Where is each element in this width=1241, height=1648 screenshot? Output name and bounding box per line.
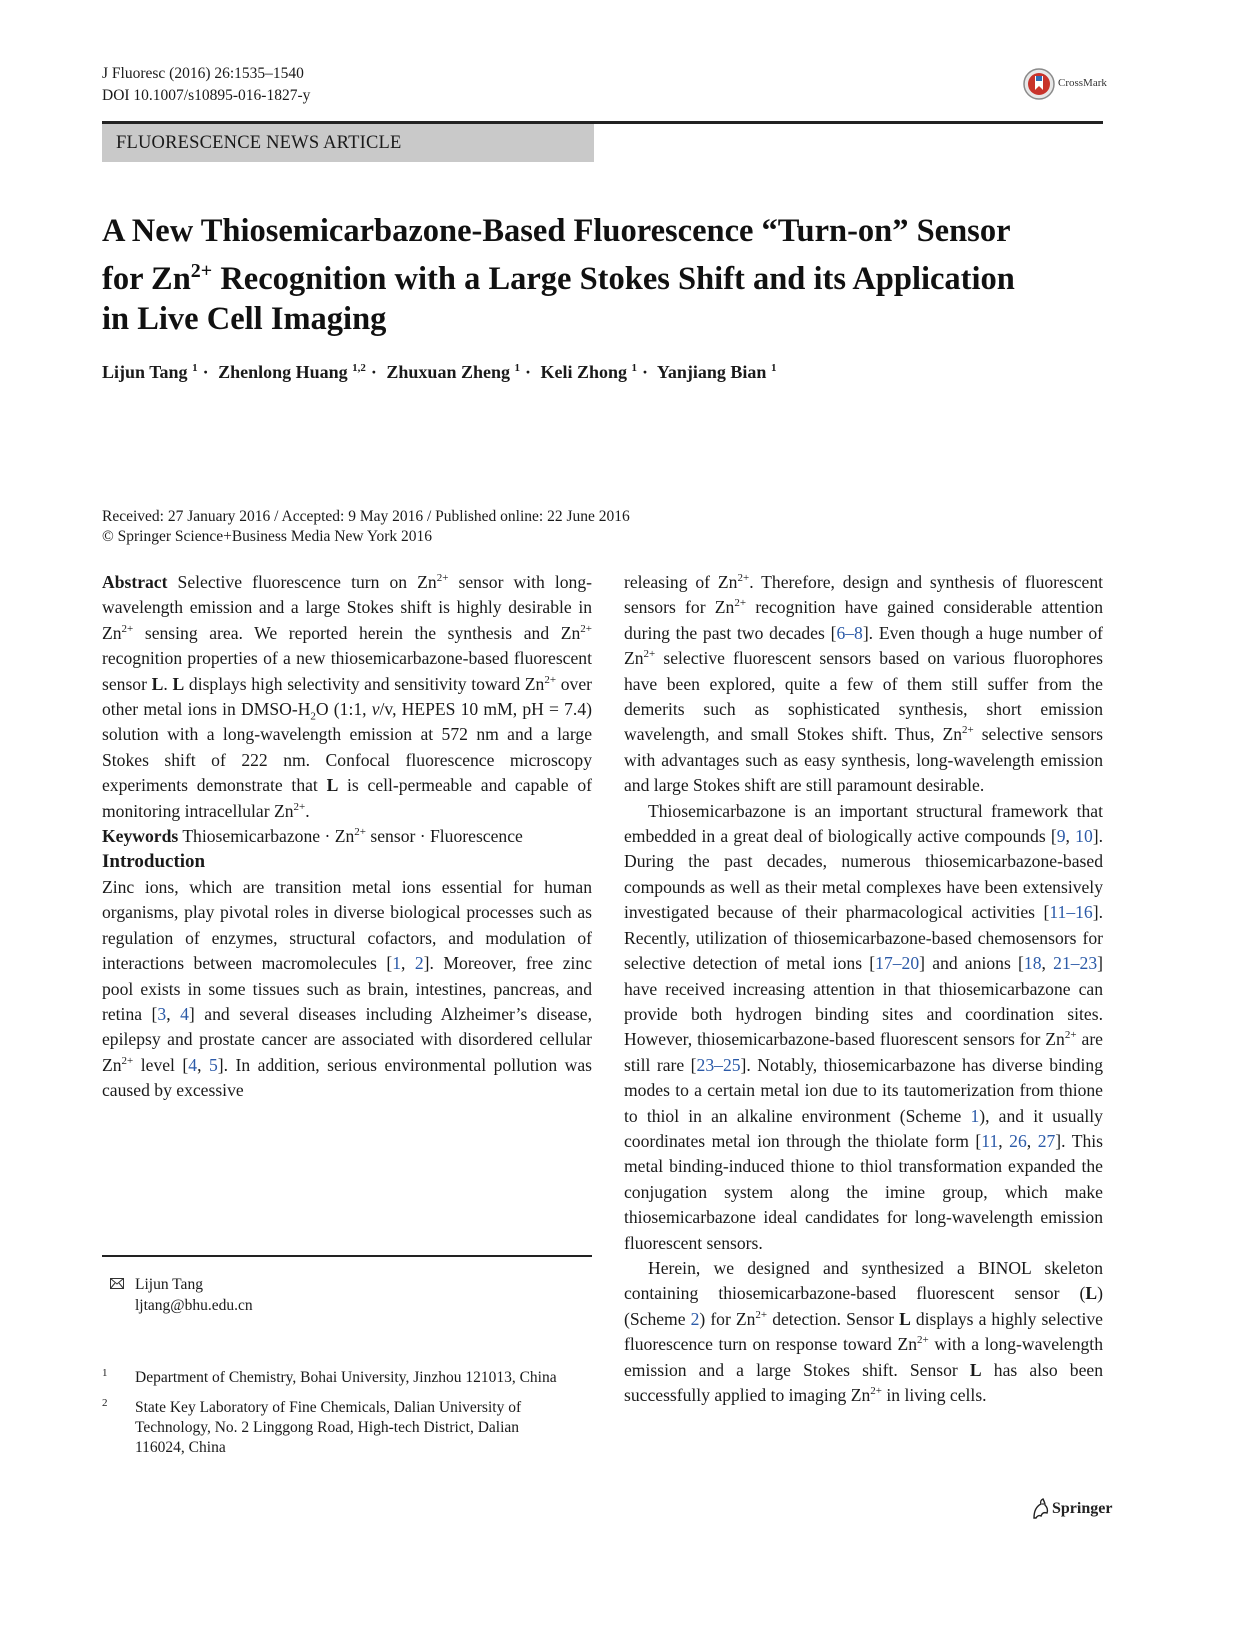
right-column	[624, 570, 1103, 1408]
body-text: has also been successfully applied to imaging Zn	[624, 1359, 1103, 1405]
reference-link[interactable]: 27	[1037, 1130, 1056, 1151]
reference-link[interactable]: 10	[1075, 826, 1093, 847]
author-name: Yanjiang Bian	[656, 362, 767, 382]
corresponding-author-name: Lijun Tang	[135, 1276, 203, 1293]
reference-link[interactable]: 23–25	[696, 1054, 741, 1075]
crossmark-badge[interactable]	[1023, 68, 1107, 108]
author[interactable]	[541, 362, 638, 382]
body-text: releasing of Zn	[624, 572, 738, 592]
abstract-text: sensing area. We reported herein the synthesis and Zn	[133, 622, 581, 643]
author-separator: ·	[370, 362, 377, 382]
title-line-2	[102, 251, 1112, 299]
body-text: selective fluorescent sensors based on various fluorophores have been explored, quite a few of them still suffer from the demerits such as sophisticated synthesis, short emission wavelength, and small Stokes shift. Thus, Zn	[624, 648, 1103, 745]
author-name: Keli Zhong	[540, 362, 628, 382]
crossmark-label: CrossMark	[1058, 77, 1107, 89]
sensor-label: L	[326, 775, 339, 796]
sensor-label: L	[151, 673, 164, 694]
footnote-rule	[102, 1255, 592, 1257]
body-text: ]. Moreover, free zinc pool exists in some tissues such as brain, intestines, pancreas, and retina [	[102, 953, 593, 1024]
body-text: ]. In addition, serious environmental pollution was caused by excessive	[102, 1054, 592, 1101]
body-text: ), and it usually coordinates metal ion through the thiolate form [	[624, 1105, 1103, 1151]
author-list	[102, 362, 776, 383]
charge-superscript: 2+	[734, 597, 747, 610]
keywords-text: sensor · Fluorescence	[366, 826, 523, 847]
body-text: detection. Sensor	[767, 1308, 900, 1329]
envelope-icon	[110, 1278, 124, 1289]
charge-superscript: 2+	[962, 724, 974, 737]
affiliation-number: 2	[102, 1397, 108, 1409]
body-text: ,	[166, 1003, 181, 1024]
body-text: Thiosemicarbazone is an important structural framework that embedded in a great deal of biologically active compounds [	[624, 800, 1103, 847]
body-text: selective sensors with advantages such as easy synthesis, long-wavelength emission and large Stokes shift are still paramount desirable.	[624, 724, 1103, 796]
title-text: for Zn	[102, 260, 191, 297]
sensor-label: L	[1085, 1283, 1098, 1304]
body-paragraph	[624, 570, 1103, 799]
reference-link[interactable]: 4	[180, 1003, 189, 1024]
charge-superscript: 2+	[755, 1308, 768, 1321]
body-text: ,	[197, 1054, 209, 1075]
title-text: Recognition with a Large Stokes Shift and its Application	[212, 260, 1015, 297]
body-text: ] have received increasing attention in that thiosemicarbazone can provide both hydrogen binding sites and coordination sites. However, thiosemicarbazone-based fluorescent sensors for Zn	[624, 953, 1103, 1050]
body-text: ]. During the past decades, numerous thiosemicarbazone-based compounds as well as their metal complexes have been extensively investigated because of their pharmacological activities [	[624, 826, 1104, 923]
reference-link[interactable]: 1	[392, 953, 402, 974]
abstract-text: /v, HEPES 10 mM, pH = 7.4) solution with a long-wavelength emission at 572 nm and a large Stokes shift of 222 nm. Confocal fluorescence microscopy experiments demonstrate that	[102, 699, 592, 796]
corresponding-author	[102, 1274, 253, 1316]
body-text: ) (Scheme	[624, 1283, 1103, 1329]
body-text: Zinc ions, which are transition metal ions essential for human organisms, play pivotal roles in diverse biological processes such as regulation of enzymes, structural cofactors, and modulation of interactions between macromolecules [	[102, 876, 592, 974]
charge-superscript: 2+	[121, 1054, 134, 1067]
reference-link[interactable]: 3	[157, 1003, 167, 1024]
article-type-banner: FLUORESCENCE NEWS ARTICLE	[102, 124, 594, 162]
reference-link[interactable]: 5	[208, 1054, 218, 1075]
charge-superscript: 2+	[917, 1334, 929, 1347]
body-text: . Therefore, design and synthesis of fluorescent sensors for Zn	[624, 572, 1104, 618]
publication-dates	[102, 507, 630, 547]
abstract-text: displays high selectivity and sensitivity toward Zn	[184, 673, 545, 694]
body-text: Herein, we designed and synthesized a BINOL skeleton containing thiosemicarbazone-based fluorescent sensor (	[624, 1257, 1103, 1304]
body-text: ] and several diseases including Alzheimer’s disease, epilepsy and prostate cancer are associated with disordered cellular Zn	[102, 1003, 593, 1075]
abstract-text: .	[163, 673, 173, 694]
journal-citation	[102, 63, 310, 107]
charge-superscript: 2+	[580, 622, 592, 635]
charge-superscript: 2+	[293, 800, 306, 813]
affiliation-1	[102, 1368, 602, 1388]
author-affiliation: 1	[631, 362, 638, 374]
abstract-text: sensor with long-wavelength emission and a large Stokes shift is highly desirable in Zn	[102, 572, 592, 643]
left-column	[102, 570, 592, 1104]
charge-superscript: 2+	[544, 673, 557, 686]
author-name: Lijun Tang	[102, 362, 188, 382]
publisher-name: Springer	[1052, 1500, 1113, 1517]
charge-superscript: 2+	[1064, 1029, 1077, 1042]
abstract-text: recognition properties of a new thiosemicarbazone-based fluorescent sensor	[102, 648, 592, 694]
author-affiliation: 1	[192, 362, 198, 374]
intro-paragraph	[102, 875, 592, 1104]
charge-superscript: 2+	[737, 572, 750, 585]
body-text: recognition have gained considerable attention during the past two decades [	[624, 597, 1103, 643]
abstract-text: is cell-permeable and capable of monitoring intracellular Zn	[102, 775, 592, 821]
affiliation-text: Department of Chemistry, Bohai University, Jinzhou 121013, China	[135, 1369, 557, 1386]
body-text: are still rare [	[624, 1029, 1103, 1075]
body-text: ]. This metal binding-induced thione to thiol transformation expanded the conjugation system along the imine group, which make thiosemicarbazone ideal candidates for long-wavelength emission fluorescent sensors.	[624, 1130, 1104, 1253]
author[interactable]	[102, 362, 198, 382]
body-text: in living cells.	[881, 1385, 987, 1405]
reference-link[interactable]: 4	[188, 1054, 198, 1075]
body-text: ,	[401, 953, 415, 974]
author-separator: ·	[202, 362, 209, 382]
sensor-label: L	[899, 1308, 911, 1329]
author-name: Zhuxuan Zheng	[386, 362, 510, 382]
author-affiliation: 1	[514, 362, 520, 374]
title-line-3: in Live Cell Imaging	[102, 300, 387, 337]
charge-superscript: 2+	[121, 622, 134, 635]
doi-line[interactable]: DOI 10.1007/s10895-016-1827-y	[102, 87, 311, 104]
corresponding-author-email[interactable]: ljtang@bhu.edu.cn	[135, 1297, 253, 1314]
crossmark-icon	[1023, 68, 1055, 100]
journal-line: J Fluoresc (2016) 26:1535–1540	[102, 65, 304, 82]
abstract	[102, 570, 592, 824]
scheme-link[interactable]: 2	[690, 1308, 700, 1329]
affiliation-number: 1	[102, 1367, 108, 1379]
title-line-1: A New Thiosemicarbazone-Based Fluorescence “Turn-on” Sensor	[102, 213, 1011, 249]
reference-link[interactable]: 9	[1056, 826, 1066, 847]
section-heading-introduction: Introduction	[102, 851, 206, 873]
body-text: ,	[1026, 1130, 1038, 1151]
abstract-text: Selective fluorescence turn on Zn	[167, 572, 437, 592]
history-line: Received: 27 January 2016 / Accepted: 9 May 2016 / Published online: 22 June 2016	[102, 508, 630, 525]
body-text: displays a highly selective fluorescence turn on response toward Zn	[624, 1308, 1103, 1355]
body-text: ,	[1041, 953, 1054, 974]
reference-link[interactable]: 11	[981, 1130, 999, 1151]
reference-link[interactable]: 6–8	[836, 622, 863, 643]
body-paragraph	[624, 799, 1103, 1256]
reference-link[interactable]: 11–16	[1049, 902, 1093, 923]
springer-horse-icon	[1030, 1498, 1050, 1520]
sensor-label: L	[969, 1359, 982, 1380]
title-superscript: 2+	[190, 260, 213, 282]
body-text: ,	[1065, 826, 1076, 847]
reference-link[interactable]: 21–23	[1053, 953, 1098, 974]
author[interactable]	[218, 362, 366, 382]
reference-link[interactable]: 26	[1009, 1130, 1027, 1151]
sensor-label: L	[172, 673, 185, 694]
body-text: ]. Recently, utilization of thiosemicarbazone-based chemosensors for selective detection of metal ions [	[624, 902, 1103, 974]
charge-superscript: 2+	[643, 648, 656, 661]
body-text: ] and anions [	[919, 953, 1024, 974]
springer-logo	[1030, 1498, 1120, 1522]
subscript: 2	[310, 710, 316, 723]
body-text: ]. Even though a huge number of Zn	[624, 622, 1104, 669]
body-text: ]. Notably, thiosemicarbazone has diverse binding modes to a certain metal ion due to its tautomerization from thione to thiol in an alkaline environment (Scheme	[624, 1054, 1103, 1126]
charge-superscript: 2+	[870, 1385, 882, 1398]
author-separator: ·	[524, 362, 531, 382]
body-paragraph	[624, 1256, 1103, 1408]
reference-link[interactable]: 2	[414, 953, 424, 974]
abstract-label: Abstract	[102, 572, 168, 592]
article-title	[102, 211, 1112, 339]
body-text: level [	[133, 1054, 189, 1075]
body-text: ) for Zn	[699, 1308, 756, 1329]
keywords	[102, 824, 592, 849]
abstract-text: O (1:1,	[315, 699, 372, 720]
affiliation-text: State Key Laboratory of Fine Chemicals, Dalian University of Technology, No. 2 Linggong Road, High-tech District, Dalian 116024, China	[135, 1399, 522, 1456]
charge-superscript: 2+	[436, 572, 449, 585]
scheme-link[interactable]: 1	[970, 1105, 980, 1126]
author-separator: ·	[642, 362, 649, 382]
author-name: Zhenlong Huang	[218, 362, 348, 382]
abstract-text: v	[371, 699, 380, 720]
author-affiliation: 1	[770, 362, 777, 374]
author[interactable]	[386, 362, 520, 382]
author-affiliation: 1,2	[352, 362, 366, 374]
reference-link[interactable]: 18	[1023, 953, 1042, 974]
copyright-line: © Springer Science+Business Media New York 2016	[102, 528, 433, 545]
body-text: with a long-wavelength emission and a large Stokes shift. Sensor	[624, 1334, 1103, 1380]
keywords-text: Thiosemicarbazone · Zn	[178, 826, 355, 847]
charge-superscript: 2+	[354, 826, 366, 839]
body-text: ,	[998, 1130, 1010, 1151]
abstract-text: over other metal ions in DMSO-H	[102, 673, 592, 720]
reference-link[interactable]: 17–20	[875, 953, 920, 974]
keywords-label: Keywords	[102, 826, 179, 847]
abstract-text: .	[305, 800, 310, 821]
affiliation-2	[102, 1398, 602, 1458]
author[interactable]	[657, 362, 777, 382]
